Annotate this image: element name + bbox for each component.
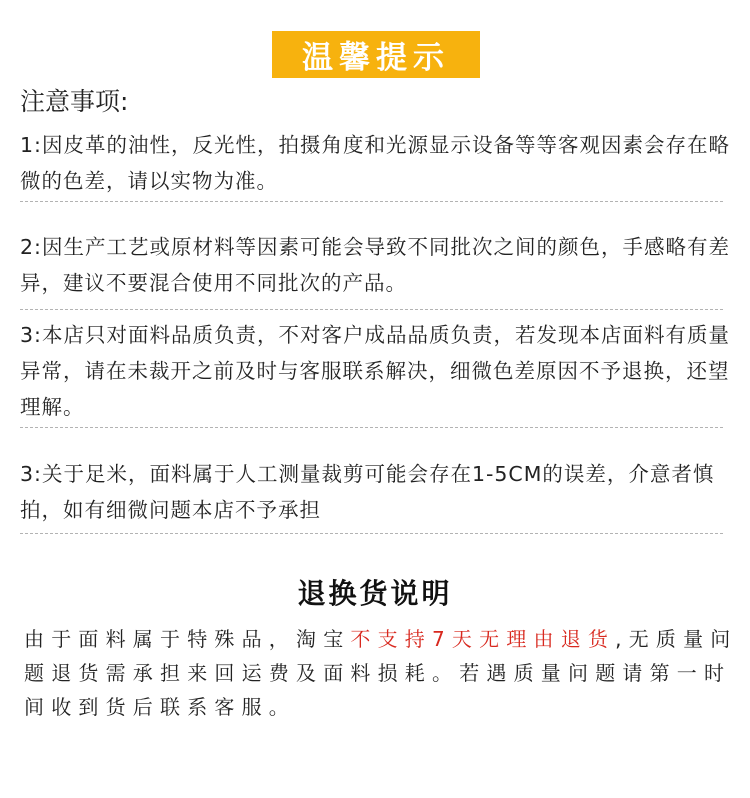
returns-policy-text — [24, 622, 740, 724]
divider — [20, 201, 723, 202]
returns-title: 退换货说明 — [297, 577, 453, 610]
notice-item-1: 1:因皮革的油性，反光性，拍摄角度和光源显示设备等等客观因素会存在略微的色差，请以实物为准。 — [20, 133, 730, 193]
returns-text-after: ,无质量问题退货需承担来回运费及面料损耗。若遇质量问题请第一时间收到货后联系客服。 — [24, 627, 738, 719]
notice-item-4: 3:关于足米，面料属于人工测量裁剪可能会存在1-5CM的误差，介意者慎拍，如有细微问题本店不予承担 — [20, 462, 715, 522]
divider — [20, 533, 723, 534]
divider — [20, 309, 723, 310]
no-7-day-return-highlight: 不支持7天无理由退货 — [350, 627, 616, 651]
notice-item-2: 2:因生产工艺或原材料等因素可能会导致不同批次之间的颜色，手感略有差异，建议不要混合使用不同批次的产品。 — [20, 235, 730, 295]
notice-item-3: 3:本店只对面料品质负责，不对客户成品品质负责，若发现本店面料有质量异常，请在未裁开之前及时与客服联系解决，细微色差原因不予退换，还望理解。 — [20, 323, 730, 419]
notice-banner — [272, 31, 480, 78]
divider — [20, 427, 723, 428]
notice-heading: 注意事项: — [20, 87, 129, 116]
returns-text-before: 由于面料属于特殊品，淘宝 — [24, 627, 351, 651]
banner-title: 温馨提示 — [302, 40, 450, 76]
